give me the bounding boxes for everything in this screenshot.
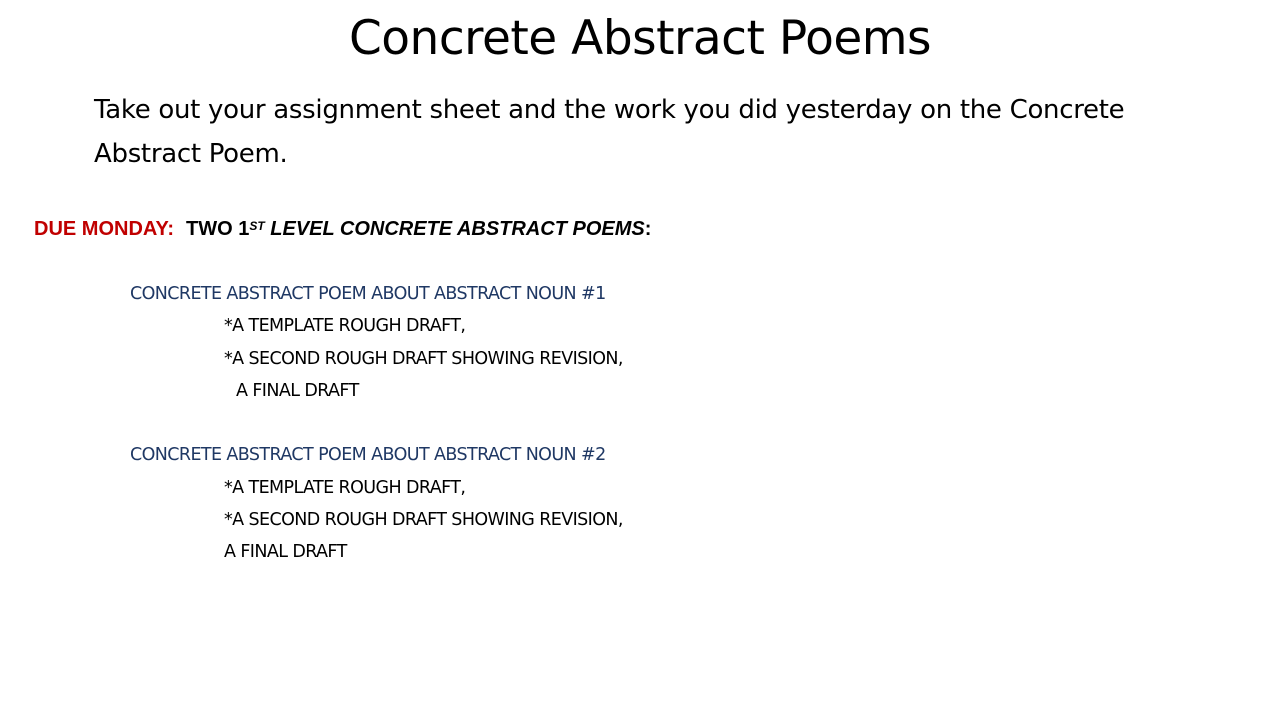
list-item: *A TEMPLATE ROUGH DRAFT, bbox=[224, 316, 466, 337]
requirements-list bbox=[0, 278, 1280, 569]
due-line bbox=[34, 214, 651, 244]
list-item: A FINAL DRAFT bbox=[224, 542, 347, 563]
poem-heading-1: CONCRETE ABSTRACT POEM ABOUT ABSTRACT NOUN #1 bbox=[130, 284, 606, 304]
due-label: DUE MONDAY: bbox=[34, 218, 175, 240]
due-suffix: : bbox=[644, 218, 652, 240]
due-superscript: ST bbox=[249, 219, 265, 233]
due-emphasis: LEVEL CONCRETE ABSTRACT POEMS bbox=[264, 218, 645, 240]
list-item: *A SECOND ROUGH DRAFT SHOWING REVISION, bbox=[224, 348, 623, 369]
due-prefix: TWO 1 bbox=[186, 218, 250, 240]
section-spacer bbox=[0, 407, 1280, 439]
intro-instructions: Take out your assignment sheet and the work you did yesterday on the Concrete Abstract Poem. bbox=[94, 95, 1125, 169]
slide-title: Concrete Abstract Poems bbox=[348, 11, 932, 66]
poem-heading-2: CONCRETE ABSTRACT POEM ABOUT ABSTRACT NOUN #2 bbox=[130, 445, 606, 466]
list-item: *A SECOND ROUGH DRAFT SHOWING REVISION, bbox=[224, 510, 623, 531]
list-item: *A TEMPLATE ROUGH DRAFT, bbox=[224, 477, 466, 498]
list-item: A FINAL DRAFT bbox=[236, 380, 359, 401]
